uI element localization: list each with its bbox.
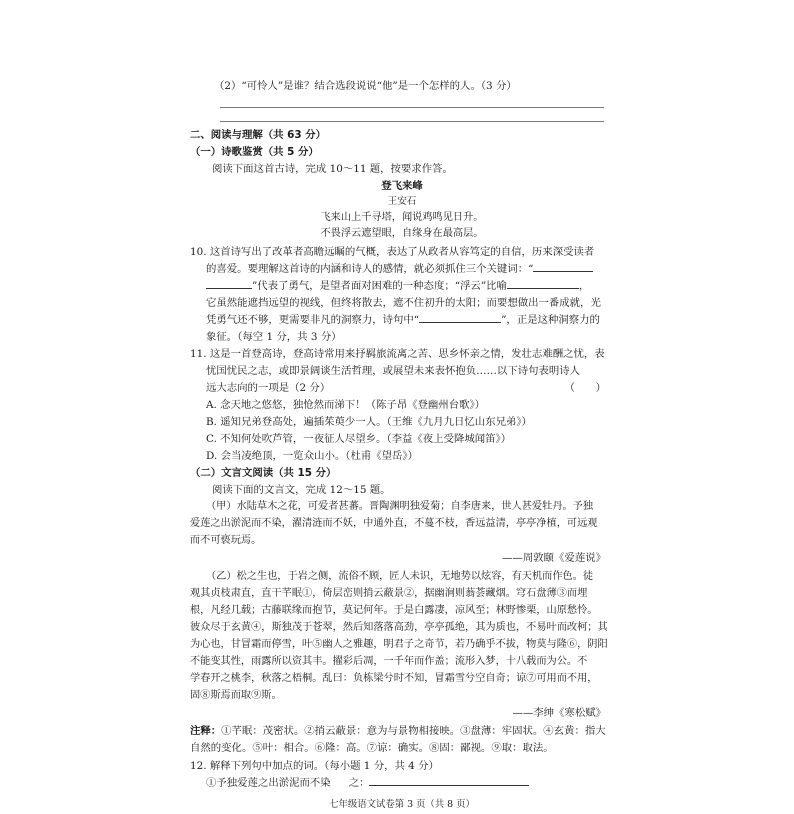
answer-line-1[interactable] [220, 107, 604, 108]
q12-line-2 [206, 774, 529, 792]
poem-line-1: 飞来山上千寻塔，闻说鸡鸣见日升。 [320, 212, 484, 223]
q10-line-5a: 凭勇气还不够，更需要非凡的洞察力，诗句中“ [206, 314, 420, 326]
q10-blank-3[interactable] [419, 311, 501, 323]
passage-a-line-2: 爱莲之出淤泥而不染，濯清涟而不妖，中通外直，不蔓不枝，香远益清，亭亭净植，可远观 [190, 518, 598, 529]
q12-word: 之： [348, 777, 370, 789]
page-footer: 七年级语文试卷第 3 页（共 8 页） [329, 799, 475, 810]
passage-b-line-3: 根，凡经几载；古藤联缘而抱节，莫记何年。于是白露凄，凉风至；林野惨栗，山原愁怜。 [190, 605, 598, 616]
q11-line-1: 11. 这是一首登高诗，登高诗常用来抒羁旅流离之苦、思乡怀亲之情，发壮志难酬之忧，表 [190, 348, 605, 360]
q10-line-5 [206, 311, 600, 329]
section-heading: 二、阅读与理解（共 63 分） [190, 129, 326, 141]
q10-blank-1b[interactable] [206, 277, 252, 289]
poem-author: 王安石 [387, 196, 417, 207]
q11-line-2: 忧国忧民之志，或即景阔谈生活哲理，或展望未来表怀抱负……以下诗句表明诗人 [206, 365, 581, 377]
passage-b-line-7: 学春开之桃李，秋落之梧桐。乱曰：负栋梁兮时不知，冒霜雪兮空自奇；谅⑦可用而不用， [190, 673, 598, 684]
part1-intro: 阅读下面这首古诗，完成 10～11 题，按要求作答。 [212, 163, 453, 175]
part2-intro: 阅读下面的文言文，完成 12～15 题。 [212, 484, 391, 496]
poem-line-2: 不畏浮云遮望眼，自缘身在最高层。 [320, 228, 484, 239]
notes-text-1: ①芊眠：茂密状。②捎云蔽景：意为与景物相接映。③盘薄：牢固状。④玄黄：指大 [221, 725, 606, 737]
q10-line-3 [206, 277, 589, 295]
passage-b-line-2: 观其贞枝肃直，直干芊眠①，倚层峦则捎云蔽景②，据幽涧则蓊荟藏烟。穹石盘薄③而埋 [190, 588, 588, 599]
notes-line-1 [190, 722, 606, 740]
passage-a-source: ——周敦颐《爱莲说》 [502, 552, 606, 564]
passage-b-line-5: 为心也，甘冒霜而停雪，叶⑤幽人之雅趣，明君子之奇节，若乃确乎不拔，物莫与隆⑥，阴阳 [190, 639, 608, 650]
q10-blank-1a[interactable] [533, 260, 593, 272]
q10-line-3a: ”代表了勇气，是望者面对困难的一种态度；“浮云”比喻 [252, 280, 507, 292]
q11-option-b: B. 遥知兄弟登高处，遍插茱萸少一人。（王维《九月九日忆山东兄弟》） [206, 416, 532, 428]
q10-line-6: 象征。（每空 1 分，共 3 分） [206, 331, 342, 343]
q12-blank-1[interactable] [369, 774, 529, 786]
passage-b-line-6: 不能变其性，雨露所以资其丰。擢彩后凋，一千年而作盖；流形入梦，十八载而为公。不 [190, 656, 588, 667]
q11-option-a: A. 念天地之悠悠，独怆然而涕下！（陈子昂《登幽州台歌》） [206, 399, 486, 411]
poem-title: 登飞来峰 [381, 180, 423, 192]
passage-b-source: ——李绅《寒松赋》 [512, 707, 606, 719]
passage-b-line-8: 固⑧斯焉而取⑨斯。 [190, 690, 282, 701]
notes-line-2: 自然的变化。⑤叶：相合。⑥隆：高。⑦谅：确实。⑧固：鄙视。⑨取：取法。 [190, 742, 554, 754]
q12-sentence: ①予独爱莲之出淤泥而不染 [206, 777, 331, 789]
passage-b-line-4: 彼众尽于玄黄④，斯独茂于苍翠，然后知落落高劲，亭亭孤绝，其为质也，不易叶而改柯；其 [190, 622, 608, 633]
q10-line-1: 10. 这首诗写出了改革者高瞻远瞩的气概，表达了从政者从容笃定的自信，历来深受读者 [190, 246, 595, 258]
q11-option-c: C. 不知何处吹芦管，一夜征人尽望乡。（李益《夜上受降城闻笛》） [206, 433, 512, 445]
q10-line-2-text: 的喜爱。要理解这首诗的内涵和诗人的感情，就必须抓住三个关键词：“ [206, 263, 534, 275]
q11-line-3: 远大志向的一项是（2 分） [206, 382, 331, 394]
passage-a-line-3: 而不可亵玩焉。 [190, 535, 262, 546]
q10-line-4: 它虽然能遮挡远望的视线，但终将散去，遮不住初升的太阳；而要想做出一番成就，光 [206, 297, 601, 309]
q10-line-2 [206, 260, 593, 278]
part2-heading: （二）文言文阅读（共 15 分） [190, 467, 337, 479]
part1-heading: （一）诗歌鉴赏（共 5 分） [190, 146, 319, 158]
q10-line-5b: ”，正是这种洞察力的 [501, 314, 600, 326]
q10-line-3b: ， [578, 280, 590, 292]
passage-b-line-1: （乙）松之生也，于岩之侧，流俗不顾，匠人未识，无地势以炫容，有天机而作色。徒 [206, 571, 594, 582]
q10-blank-2[interactable] [507, 277, 579, 289]
q11-option-d: D. 会当凌绝顶，一览众山小。（杜甫《望岳》） [206, 450, 418, 462]
answer-line-2[interactable] [220, 121, 604, 122]
q11-answer-paren[interactable]: （ ） [564, 382, 606, 394]
question-2-prompt: （2）“可怜人”是谁？结合选段说说“他”是一个怎样的人。（3 分） [214, 80, 517, 92]
passage-a-line-1: （甲）水陆草木之花，可爱者甚蕃。晋陶渊明独爱菊；自李唐来，世人甚爱牡丹。予独 [206, 501, 594, 512]
notes-label: 注释： [190, 725, 222, 737]
q12-line-1: 12. 解释下列句中加点的词。（每小题 1 分，共 4 分） [190, 760, 439, 772]
